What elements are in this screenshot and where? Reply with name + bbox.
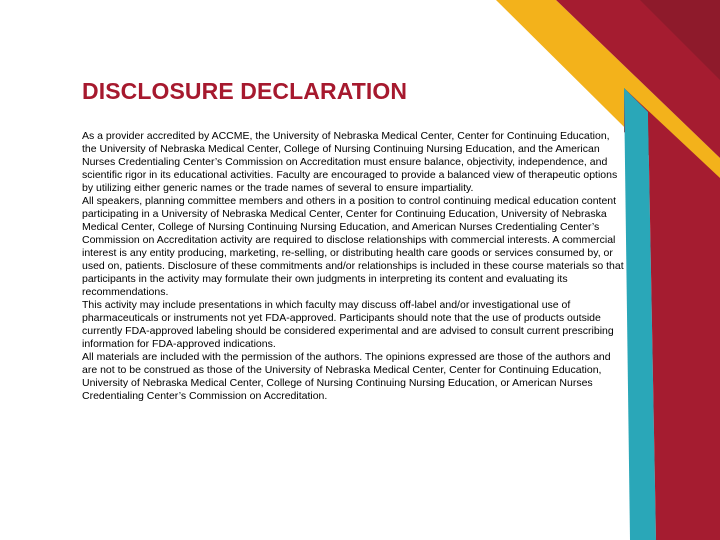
accreditation-paragraph: As a provider accredited by ACCME, the University of Nebraska Medical Center, Center for Continuing Education, the University of Nebraska Medical Center, College of Nursing Continuing Nursing Education, and the American Nurses Credentialing Center’s Commission on Accreditation must ensure balance, objectivity, independence, and scientific rigor in its educational activities. Faculty are encouraged to provide a balanced view of therapeutic options by utilizing either generic names or the trade names of several to ensure impartiality. <box>82 130 618 194</box>
slide-title: DISCLOSURE DECLARATION <box>82 78 408 104</box>
materials-paragraph: All materials are included with the permission of the authors. The opinions expressed are those of the authors and are not to be construed as those of the University of Nebraska Medical Center, Center for Continuing Education, University of Nebraska Medical Center, College of Nursing Continuing Nursing Education, or American Nurses Credentialing Center’s Commission on Accreditation. <box>82 351 611 402</box>
disclosure-body <box>82 130 624 403</box>
crimson-ribbon-right <box>648 112 720 540</box>
off-label-paragraph: This activity may include presentations in which faculty may discuss off-label and/or investigational use of pharmaceuticals or instruments not yet FDA-approved. Participants should note that the use of products outside currently FDA-approved labeling should be considered experimental and are advised to consult current prescribing information for FDA-approved indications. <box>82 299 614 350</box>
relationships-paragraph: All speakers, planning committee members and others in a position to control continuing medical education content participating in a University of Nebraska Medical Center, Center for Continuing Education, University of Nebraska Medical Center, College of Nursing Continuing Nursing Education, and American Nurses Credentialing Center’s Commission on Accreditation activity are required to disclose relationships with commercial interests. A commercial interest is any entity producing, marketing, re-selling, or distributing health care goods or services consumed by, or used on, patients. Disclosure of these commitments and/or relationships is included in these course materials so that participants in the activity may formulate their own judgments in interpreting its content and evaluating its recommendations. <box>82 195 624 298</box>
